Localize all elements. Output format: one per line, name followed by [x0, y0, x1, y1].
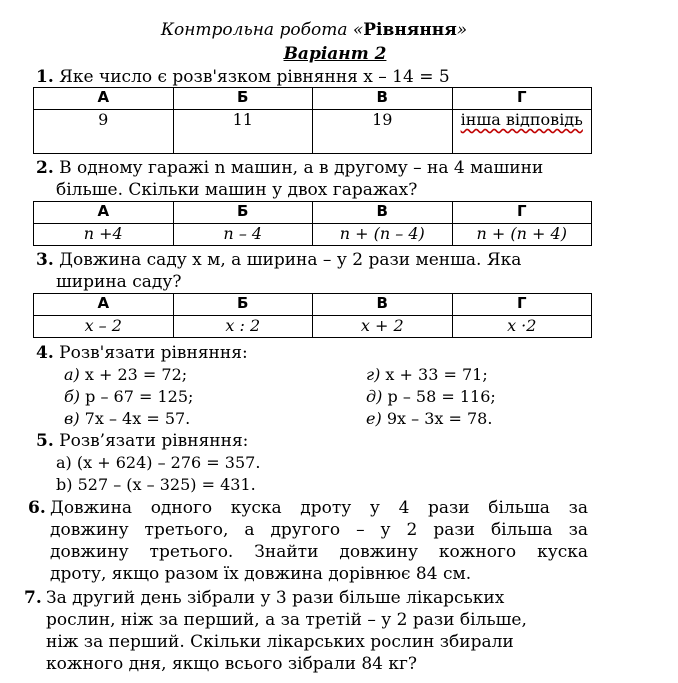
equation-item [64, 408, 190, 430]
item-label: г) [366, 365, 381, 384]
answer-header: А [34, 202, 174, 224]
answer-header: В [313, 202, 453, 224]
title-bold: Рівняння [363, 20, 457, 40]
equation-item [56, 452, 260, 474]
answer-header: А [34, 88, 174, 110]
answer-header: В [313, 88, 453, 110]
equation-item [366, 386, 496, 408]
item-equation: x + 23 = 72; [84, 365, 188, 384]
answer-cell: n + (n – 4) [313, 224, 453, 246]
question-text: Розв'язати рівняння: [59, 343, 248, 363]
answer-header: В [313, 294, 453, 316]
answer-text: інша відповідь [460, 110, 583, 129]
equation-item [366, 364, 488, 386]
answer-table-1 [33, 87, 592, 154]
item-label: а) [56, 453, 72, 472]
title-suffix: » [456, 20, 468, 40]
answer-cell: n – 4 [173, 224, 313, 246]
answer-header: Б [173, 88, 313, 110]
item-label: b) [56, 475, 73, 494]
answer-header: Б [173, 294, 313, 316]
answer-header: Г [452, 294, 592, 316]
answer-cell: x : 2 [173, 316, 313, 338]
question-6 [28, 497, 588, 585]
equation-item [56, 474, 256, 496]
page-title [0, 20, 628, 40]
item-equation: 7x – 4x = 57. [84, 409, 191, 428]
question-5 [36, 430, 248, 452]
question-line: За другий день зібрали у 3 рази більше лікарських [46, 588, 505, 608]
item-label: е) [366, 409, 382, 428]
question-line: дроту, якщо разом їх довжина дорівнює 84 см. [50, 564, 472, 584]
equation-item [64, 364, 187, 386]
question-line: довжину третього. Знайти довжину кожного куска [50, 542, 588, 562]
item-label: а) [64, 365, 80, 384]
answer-header: Г [452, 88, 592, 110]
question-line: кожного дня, якщо всього зібрали 84 кг? [46, 654, 418, 674]
title-prefix: Контрольна робота « [160, 20, 364, 40]
answer-cell: x – 2 [34, 316, 174, 338]
item-equation: 527 – (x – 325) = 431. [77, 475, 256, 494]
item-label: д) [366, 387, 383, 406]
question-line: ширина саду? [56, 272, 182, 292]
answer-cell: n + (n + 4) [452, 224, 592, 246]
question-number: 3. [36, 250, 54, 270]
question-line [36, 249, 592, 271]
question-text: Розв’язати рівняння: [59, 431, 249, 451]
equation-item [366, 408, 492, 430]
answer-cell: n +4 [34, 224, 174, 246]
answer-cell: 11 [173, 110, 313, 154]
question-number: 4. [36, 343, 54, 363]
question-2 [36, 157, 592, 201]
question-text: Довжина саду x м, а ширина – у 2 рази менша. Яка [59, 250, 522, 270]
question-line: рослин, ніж за перший, а за третій – у 2 рази більше, [46, 610, 527, 630]
question-1 [36, 66, 450, 88]
answer-cell: x + 2 [313, 316, 453, 338]
question-7 [24, 587, 564, 675]
question-number: 1. [36, 67, 54, 87]
question-number: 5. [36, 431, 54, 451]
item-label: в) [64, 409, 80, 428]
answer-header: Б [173, 202, 313, 224]
item-equation: (x + 624) – 276 = 357. [76, 453, 261, 472]
answer-cell [452, 110, 592, 154]
question-number: 2. [36, 158, 54, 178]
question-number: 7. [24, 588, 42, 608]
question-number: 6. [28, 498, 46, 518]
question-line: довжину третього, а другого – у 2 рази більша за [50, 520, 588, 540]
question-line: Довжина одного куска дроту у 4 рази більша за [50, 498, 588, 518]
variant-title: Варіант 2 [283, 44, 387, 64]
answer-header: А [34, 294, 174, 316]
question-line: ніж за перший. Скільки лікарських рослин збирали [46, 632, 514, 652]
item-label: б) [64, 387, 81, 406]
question-4 [36, 342, 248, 364]
answer-table-3 [33, 293, 592, 338]
answer-cell: 9 [34, 110, 174, 154]
item-equation: 9x – 3x = 78. [386, 409, 493, 428]
question-text: Яке число є розв'язком рівняння x – 14 = 5 [59, 67, 450, 87]
question-text: В одному гаражі n машин, а в другому – на 4 машини [59, 158, 544, 178]
item-equation: p – 67 = 125; [85, 387, 194, 406]
item-equation: x + 33 = 71; [385, 365, 488, 384]
question-line: більше. Скільки машин у двох гаражах? [56, 180, 418, 200]
answer-header: Г [452, 202, 592, 224]
answer-table-2 [33, 201, 592, 246]
question-line [36, 157, 592, 179]
question-3 [36, 249, 592, 293]
equation-item [64, 386, 193, 408]
answer-cell: 19 [313, 110, 453, 154]
answer-cell: x ·2 [452, 316, 592, 338]
item-equation: p – 58 = 116; [387, 387, 496, 406]
